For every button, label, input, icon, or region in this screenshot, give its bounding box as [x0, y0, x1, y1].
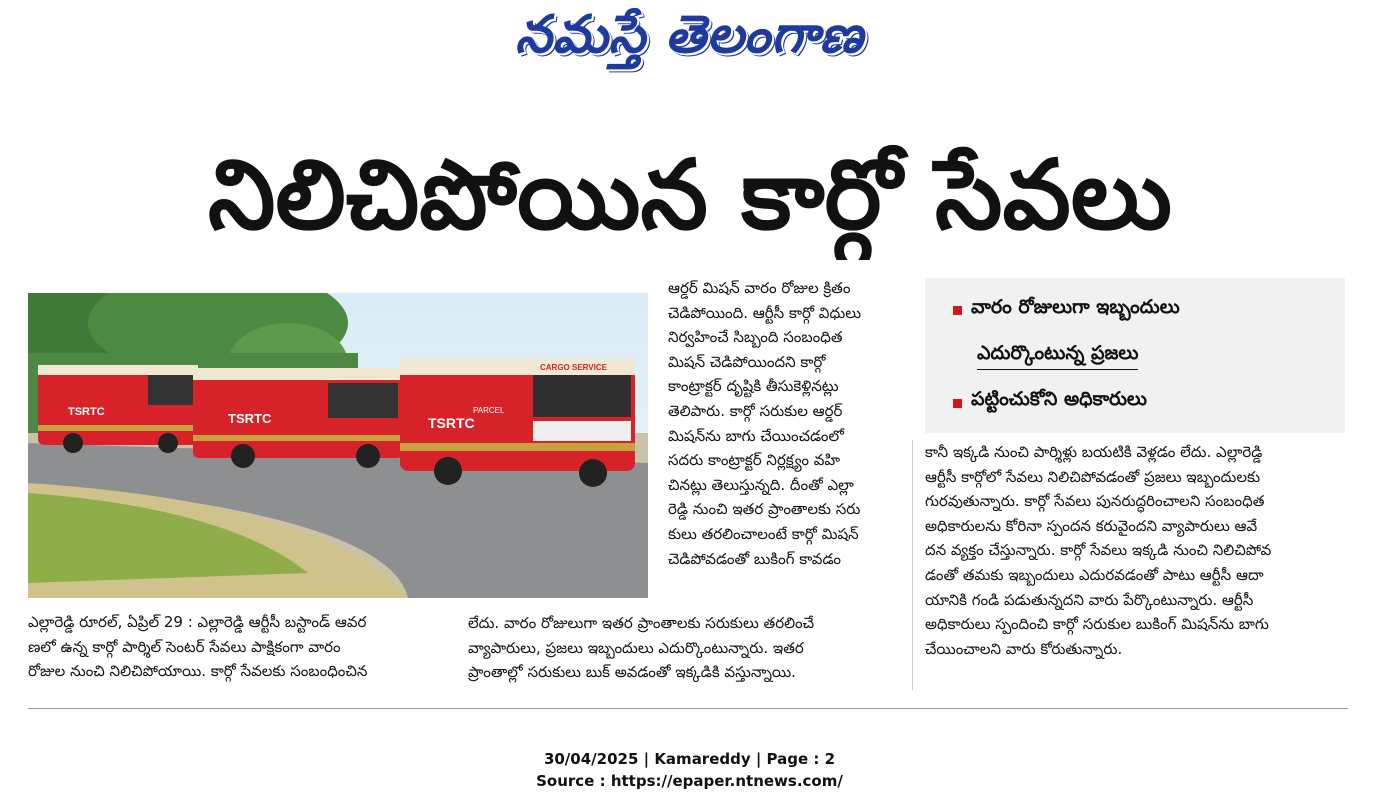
text-line: ఆర్టీసీ కార్గోలో సేవలు నిలిచిపోవడంతో ప్రజలు ఇబ్బందులకు [925, 467, 1261, 486]
text-line: అధికారులు స్పందించి కార్గో సరుకుల బుకింగ్ మిషన్‌ను బాగు [925, 615, 1269, 634]
highlight-item: వారం రోజులుగా ఇబ్బందులు [971, 296, 1180, 318]
article-column-1 [28, 610, 453, 684]
bullet-icon [953, 399, 962, 408]
text-line: నిర్వహించే సిబ్బంది సంబంధిత [668, 328, 843, 347]
cargo-bus-3 [400, 359, 635, 487]
bullet-icon [953, 306, 962, 315]
news-photo [28, 293, 648, 598]
text-line: మిషన్‌ను బాగు చేయించడంలో [668, 426, 844, 445]
cargo-service-label: CARGO SERVICE [540, 363, 607, 372]
text-line: లేదు. వారం రోజులుగా ఇతర ప్రాంతాలకు సరుకులు తరలించే [468, 614, 814, 632]
article-column-3 [925, 440, 1345, 661]
text-line: వ్యాపారులు, ప్రజలు ఇబ్బందులు ఎదుర్కొంటున్నారు. ఇతర [468, 638, 804, 657]
highlight-item: పట్టించుకోని అధికారులు [971, 388, 1147, 410]
footer-source: Source : https://epaper.ntnews.com/ [536, 772, 843, 790]
parcel-label: PARCEL [473, 406, 505, 415]
bottom-divider [28, 708, 1348, 709]
cargo-bus-1 [38, 365, 198, 453]
text-line: ఆర్డర్ మిషన్ వారం రోజుల క్రితం [668, 279, 851, 297]
text-line: చినట్లు తెలుస్తున్నది. దీంతో ఎల్లా [668, 475, 854, 494]
text-line: కాంట్రాక్టర్ దృష్టికి తీసుకెళ్లినట్లు [668, 377, 839, 396]
newspaper-logo: నమస్తే తెలంగాణ [515, 4, 864, 65]
text-line: దన వ్యక్తం చేస్తున్నారు. కార్గో సేవలు ఇక్కడి నుంచి నిలిచిపోవ [925, 541, 1272, 560]
text-line: అధికారులను కోరినా స్పందన కరువైందని వ్యాపారులు ఆవే [925, 516, 1258, 535]
footer-date-page: 30/04/2025 | Kamareddy | Page : 2 [543, 750, 836, 768]
text-line: సదరు కాంట్రాక్టర్ నిర్లక్ష్యం వహి [668, 451, 840, 470]
text-line: చెడిపోవడంతో బుకింగ్ కావడం [668, 549, 841, 568]
bus-livery-text: TSRTC [228, 411, 272, 426]
text-line: కానీ ఇక్కడి నుంచి పార్శిళ్లు బయటికి వెళ్లడం లేదు. ఎల్లారెడ్డి [925, 443, 1263, 461]
text-line: చేయించాలని వారు కోరుతున్నారు. [925, 639, 1123, 658]
text-line: మిషన్ చెడిపోయిందని కార్గో [668, 352, 826, 371]
text-line: రోజుల నుంచి నిలిచిపోయాయి. కార్గో సేవలకు సంబంధించిన [28, 662, 368, 681]
masthead [0, 0, 1379, 80]
text-line: రెడ్డి నుంచి ఇతర ప్రాంతాలకు సరు [668, 500, 861, 519]
text-line: కులు తరలించాలంటే కార్గో మిషన్ [668, 524, 859, 543]
bus-livery-text: TSRTC [68, 406, 105, 418]
bus-livery-text: TSRTC [428, 415, 475, 431]
text-line: తెలిపారు. కార్గో సరుకుల ఆర్డర్ [668, 401, 843, 420]
text-line: యానికి గండి పడుతున్నదని వారు పేర్కొంటున్నారు. ఆర్టీసీ [925, 590, 1254, 609]
cargo-bus-2 [193, 368, 403, 468]
text-line: డంతో తమకు ఇబ్బందులు ఎదురవడంతో పాటు ఆర్టీసీ ఆదా [925, 565, 1264, 584]
text-line: గురవుతున్నారు. కార్గో సేవలు పునరుద్ధరించాలని సంబంధిత [925, 492, 1265, 511]
text-line: ఎల్లారెడ్డి రూరల్, ఏప్రిల్ 29 : ఎల్లారెడ్డి ఆర్టీసీ బస్టాండ్ ఆవర [28, 613, 367, 631]
text-line: ణలో ఉన్న కార్గో పార్శిల్ సెంటర్ సేవలు పాక్షికంగా వారం [28, 637, 341, 656]
text-line: చెడిపోయింది. ఆర్టీసీ కార్గో విధులు [668, 303, 862, 322]
article-column-2-wide [468, 611, 898, 685]
column-divider [912, 440, 913, 690]
text-line: ప్రాంతాల్లో సరుకులు బుక్ అవడంతో ఇక్కడికి వస్తున్నాయి. [468, 663, 796, 682]
highlight-item: ఎదుర్కొంటున్న ప్రజలు [977, 342, 1138, 370]
article-column-2-narrow [668, 276, 898, 571]
article-headline: నిలిచిపోయిన కార్గో సేవలు [208, 139, 1172, 251]
highlights-box [925, 278, 1345, 433]
